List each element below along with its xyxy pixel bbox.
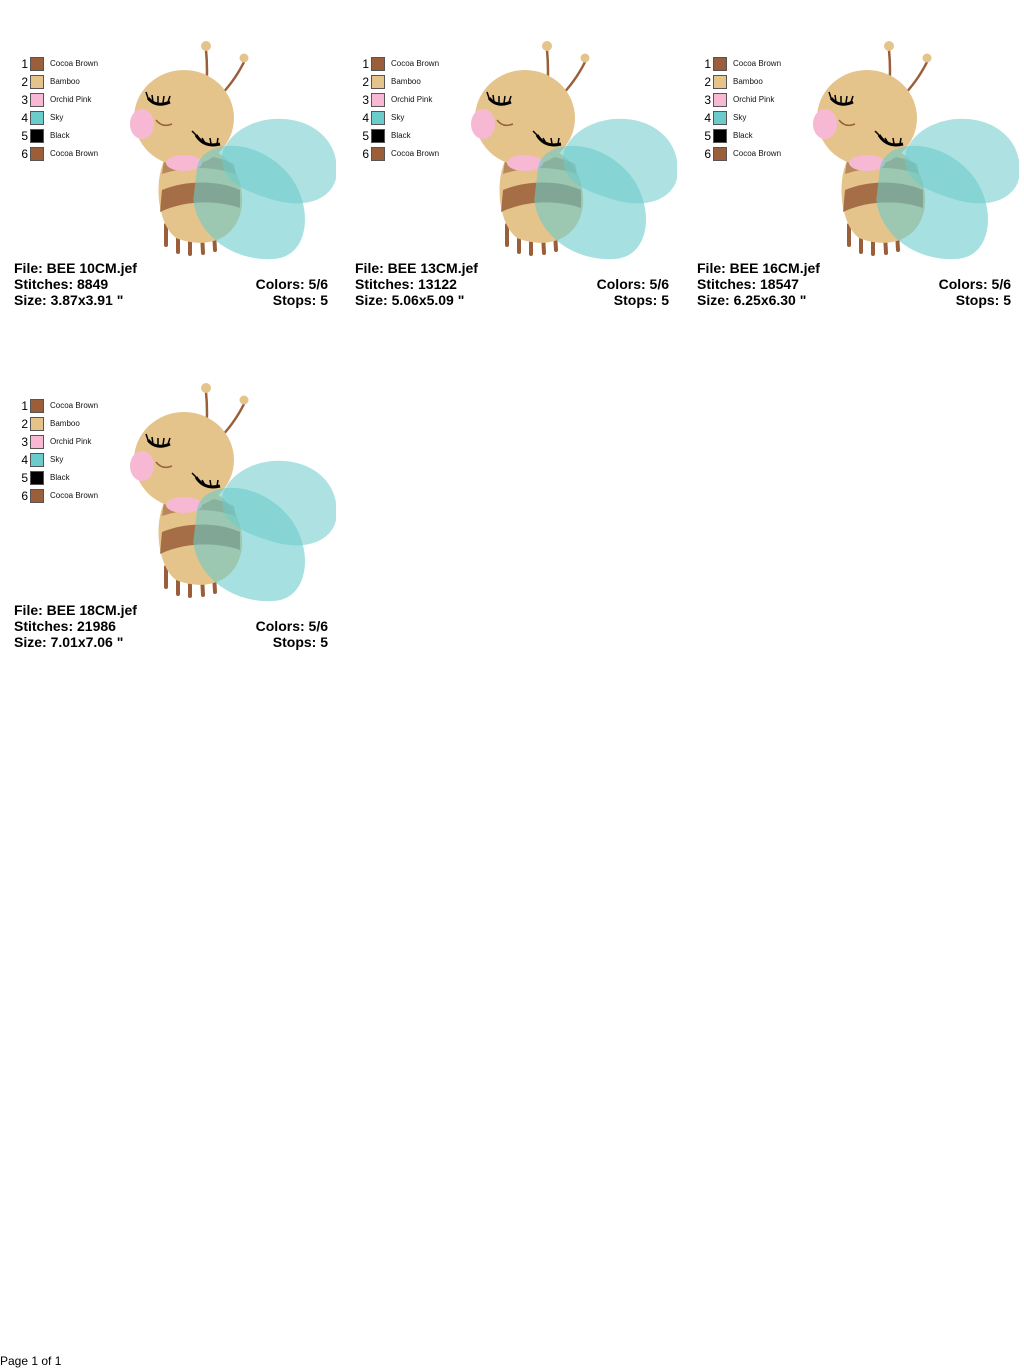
file-name: File: BEE 10CM.jef (14, 260, 137, 276)
bee-embroidery-preview (467, 40, 677, 276)
legend-number: 5 (362, 129, 369, 143)
color-count: Colors: 5/6 (938, 276, 1011, 292)
thread-color-swatch (30, 435, 44, 449)
legend-number: 1 (704, 57, 711, 71)
legend-number: 2 (704, 75, 711, 89)
thread-color-swatch (30, 57, 44, 71)
legend-number: 2 (21, 75, 28, 89)
legend-number: 3 (21, 93, 28, 107)
design-card (14, 30, 332, 330)
legend-number: 5 (21, 129, 28, 143)
thread-color-swatch (30, 453, 44, 467)
thread-name: Cocoa Brown (50, 491, 99, 500)
thread-name: Bamboo (733, 77, 763, 86)
thread-name: Bamboo (50, 77, 80, 86)
thread-name: Cocoa Brown (733, 59, 782, 68)
legend-number: 6 (704, 147, 711, 161)
legend-number: 4 (704, 111, 711, 125)
legend-number: 3 (362, 93, 369, 107)
design-size: Size: 5.06x5.09 " (355, 292, 465, 308)
thread-color-swatch (371, 75, 385, 89)
stitch-count: Stitches: 13122 (355, 276, 457, 292)
thread-name: Cocoa Brown (50, 401, 99, 410)
thread-name: Sky (391, 113, 405, 122)
thread-color-swatch (30, 489, 44, 503)
thread-color-swatch (371, 111, 385, 125)
thread-color-swatch (30, 399, 44, 413)
thread-name: Cocoa Brown (391, 149, 440, 158)
thread-name: Cocoa Brown (50, 149, 99, 158)
thread-color-swatch (713, 93, 727, 107)
bee-embroidery-preview (126, 40, 336, 276)
file-name: File: BEE 13CM.jef (355, 260, 478, 276)
thread-name: Bamboo (50, 419, 80, 428)
design-info (355, 260, 669, 308)
thread-name: Bamboo (391, 77, 421, 86)
design-size: Size: 6.25x6.30 " (697, 292, 807, 308)
design-size: Size: 3.87x3.91 " (14, 292, 124, 308)
thread-name: Orchid Pink (733, 95, 775, 104)
stitch-count: Stitches: 8849 (14, 276, 109, 292)
thread-color-swatch (713, 75, 727, 89)
legend-number: 6 (362, 147, 369, 161)
thread-name: Sky (733, 113, 747, 122)
thread-color-swatch (30, 147, 44, 161)
thread-name: Black (50, 473, 70, 482)
design-info (14, 260, 328, 308)
thread-color-swatch (371, 57, 385, 71)
thread-name: Sky (50, 455, 64, 464)
legend-number: 4 (362, 111, 369, 125)
design-card (697, 30, 1015, 330)
legend-number: 1 (21, 57, 28, 71)
legend-number: 2 (21, 417, 28, 431)
thread-color-swatch (30, 111, 44, 125)
design-card (355, 30, 673, 330)
thread-color-swatch (30, 417, 44, 431)
design-size: Size: 7.01x7.06 " (14, 634, 124, 650)
thread-color-swatch (713, 57, 727, 71)
thread-name: Cocoa Brown (391, 59, 440, 68)
thread-color-swatch (713, 129, 727, 143)
bee-embroidery-preview (126, 382, 336, 618)
thread-color-swatch (30, 75, 44, 89)
stitch-count: Stitches: 18547 (697, 276, 799, 292)
thread-name: Cocoa Brown (50, 59, 99, 68)
bee-embroidery-preview (809, 40, 1019, 276)
design-info (697, 260, 1011, 308)
stop-count: Stops: 5 (955, 292, 1011, 308)
thread-color-swatch (371, 129, 385, 143)
thread-name: Black (50, 131, 70, 140)
legend-number: 4 (21, 111, 28, 125)
page-indicator: Page 1 of 1 (0, 1354, 62, 1368)
stitch-count: Stitches: 21986 (14, 618, 116, 634)
legend-number: 3 (704, 93, 711, 107)
design-info (14, 602, 328, 650)
stop-count: Stops: 5 (272, 634, 328, 650)
color-count: Colors: 5/6 (255, 618, 328, 634)
legend-number: 6 (21, 147, 28, 161)
thread-color-swatch (713, 111, 727, 125)
legend-number: 4 (21, 453, 28, 467)
thread-color-swatch (30, 93, 44, 107)
legend-number: 3 (21, 435, 28, 449)
file-name: File: BEE 18CM.jef (14, 602, 137, 618)
thread-name: Sky (50, 113, 64, 122)
color-count: Colors: 5/6 (596, 276, 669, 292)
legend-number: 5 (21, 471, 28, 485)
thread-name: Black (733, 131, 753, 140)
thread-color-swatch (30, 471, 44, 485)
legend-number: 1 (21, 399, 28, 413)
thread-name: Orchid Pink (391, 95, 433, 104)
color-count: Colors: 5/6 (255, 276, 328, 292)
thread-color-swatch (371, 147, 385, 161)
legend-number: 1 (362, 57, 369, 71)
design-card (14, 372, 332, 672)
thread-name: Orchid Pink (50, 95, 92, 104)
legend-number: 5 (704, 129, 711, 143)
thread-name: Orchid Pink (50, 437, 92, 446)
thread-name: Black (391, 131, 411, 140)
legend-number: 2 (362, 75, 369, 89)
file-name: File: BEE 16CM.jef (697, 260, 820, 276)
thread-color-swatch (713, 147, 727, 161)
legend-number: 6 (21, 489, 28, 503)
thread-color-swatch (30, 129, 44, 143)
stop-count: Stops: 5 (613, 292, 669, 308)
thread-name: Cocoa Brown (733, 149, 782, 158)
stop-count: Stops: 5 (272, 292, 328, 308)
thread-color-swatch (371, 93, 385, 107)
